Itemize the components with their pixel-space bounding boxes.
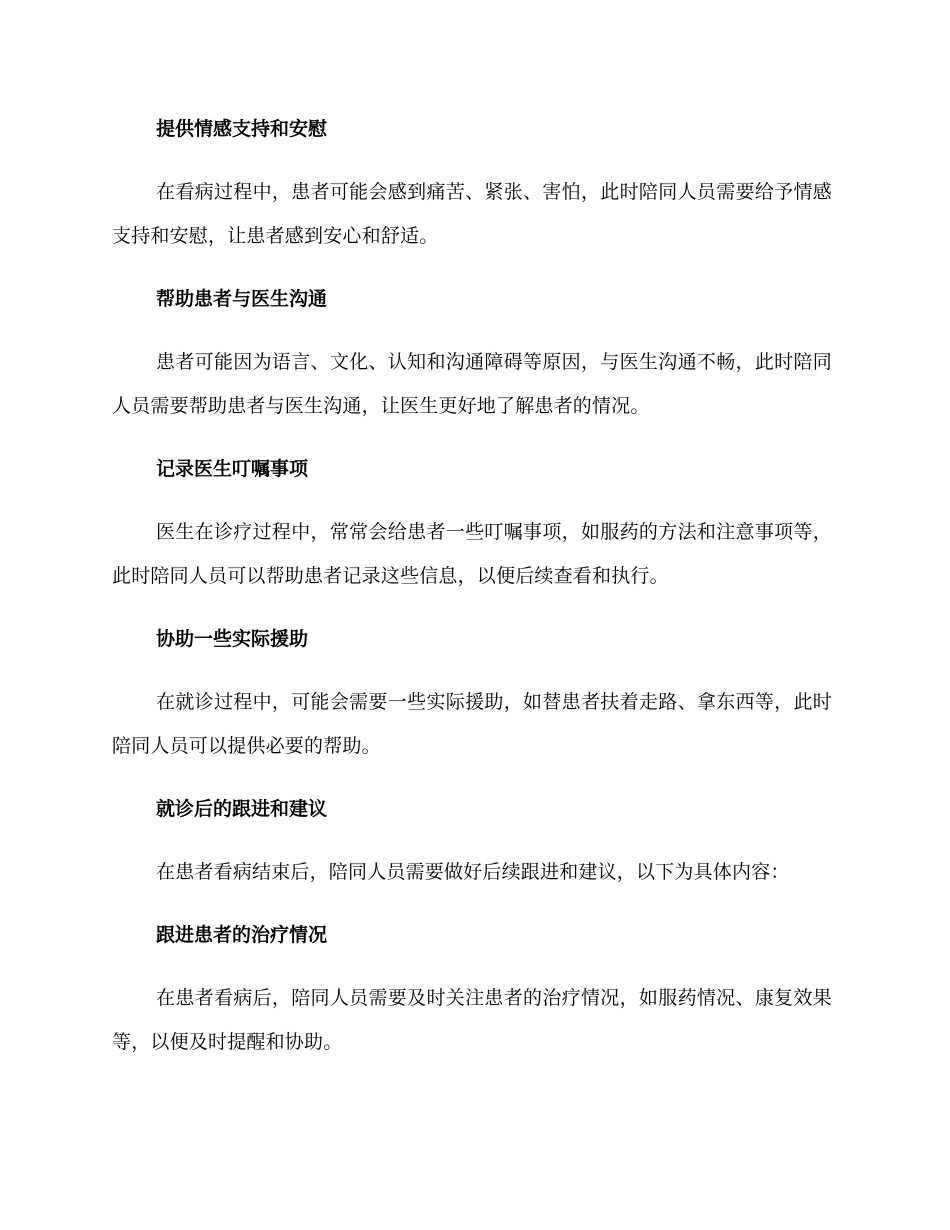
section-heading: 记录医生叮嘱事项 xyxy=(156,458,309,480)
section-practical-assistance xyxy=(112,622,832,768)
section-emotional-support xyxy=(112,112,832,258)
section-heading: 就诊后的跟进和建议 xyxy=(156,798,328,820)
section-follow-up xyxy=(112,792,832,894)
section-record-instructions xyxy=(112,452,832,598)
document-body xyxy=(112,112,832,1064)
section-heading: 提供情感支持和安慰 xyxy=(156,118,328,140)
section-treatment-tracking xyxy=(112,918,832,1064)
section-paragraph: 在就诊过程中，可能会需要一些实际援助，如替患者扶着走路、拿东西等，此时陪同人员可以提供必要的帮助。 xyxy=(112,691,832,757)
section-paragraph: 患者可能因为语言、文化、认知和沟通障碍等原因，与医生沟通不畅，此时陪同人员需要帮助患者与医生沟通，让医生更好地了解患者的情况。 xyxy=(112,351,832,417)
section-heading: 帮助患者与医生沟通 xyxy=(156,288,328,310)
section-paragraph: 在患者看病结束后，陪同人员需要做好后续跟进和建议，以下为具体内容： xyxy=(156,861,790,883)
section-paragraph: 在看病过程中，患者可能会感到痛苦、紧张、害怕，此时陪同人员需要给予情感支持和安慰，让患者感到安心和舒适。 xyxy=(112,181,832,247)
section-heading: 协助一些实际援助 xyxy=(156,628,309,650)
section-paragraph: 医生在诊疗过程中，常常会给患者一些叮嘱事项，如服药的方法和注意事项等，此时陪同人员可以帮助患者记录这些信息，以便后续查看和执行。 xyxy=(112,521,832,587)
section-doctor-communication xyxy=(112,282,832,428)
section-heading: 跟进患者的治疗情况 xyxy=(156,924,328,946)
section-paragraph: 在患者看病后，陪同人员需要及时关注患者的治疗情况，如服药情况、康复效果等，以便及时提醒和协助。 xyxy=(112,987,832,1053)
